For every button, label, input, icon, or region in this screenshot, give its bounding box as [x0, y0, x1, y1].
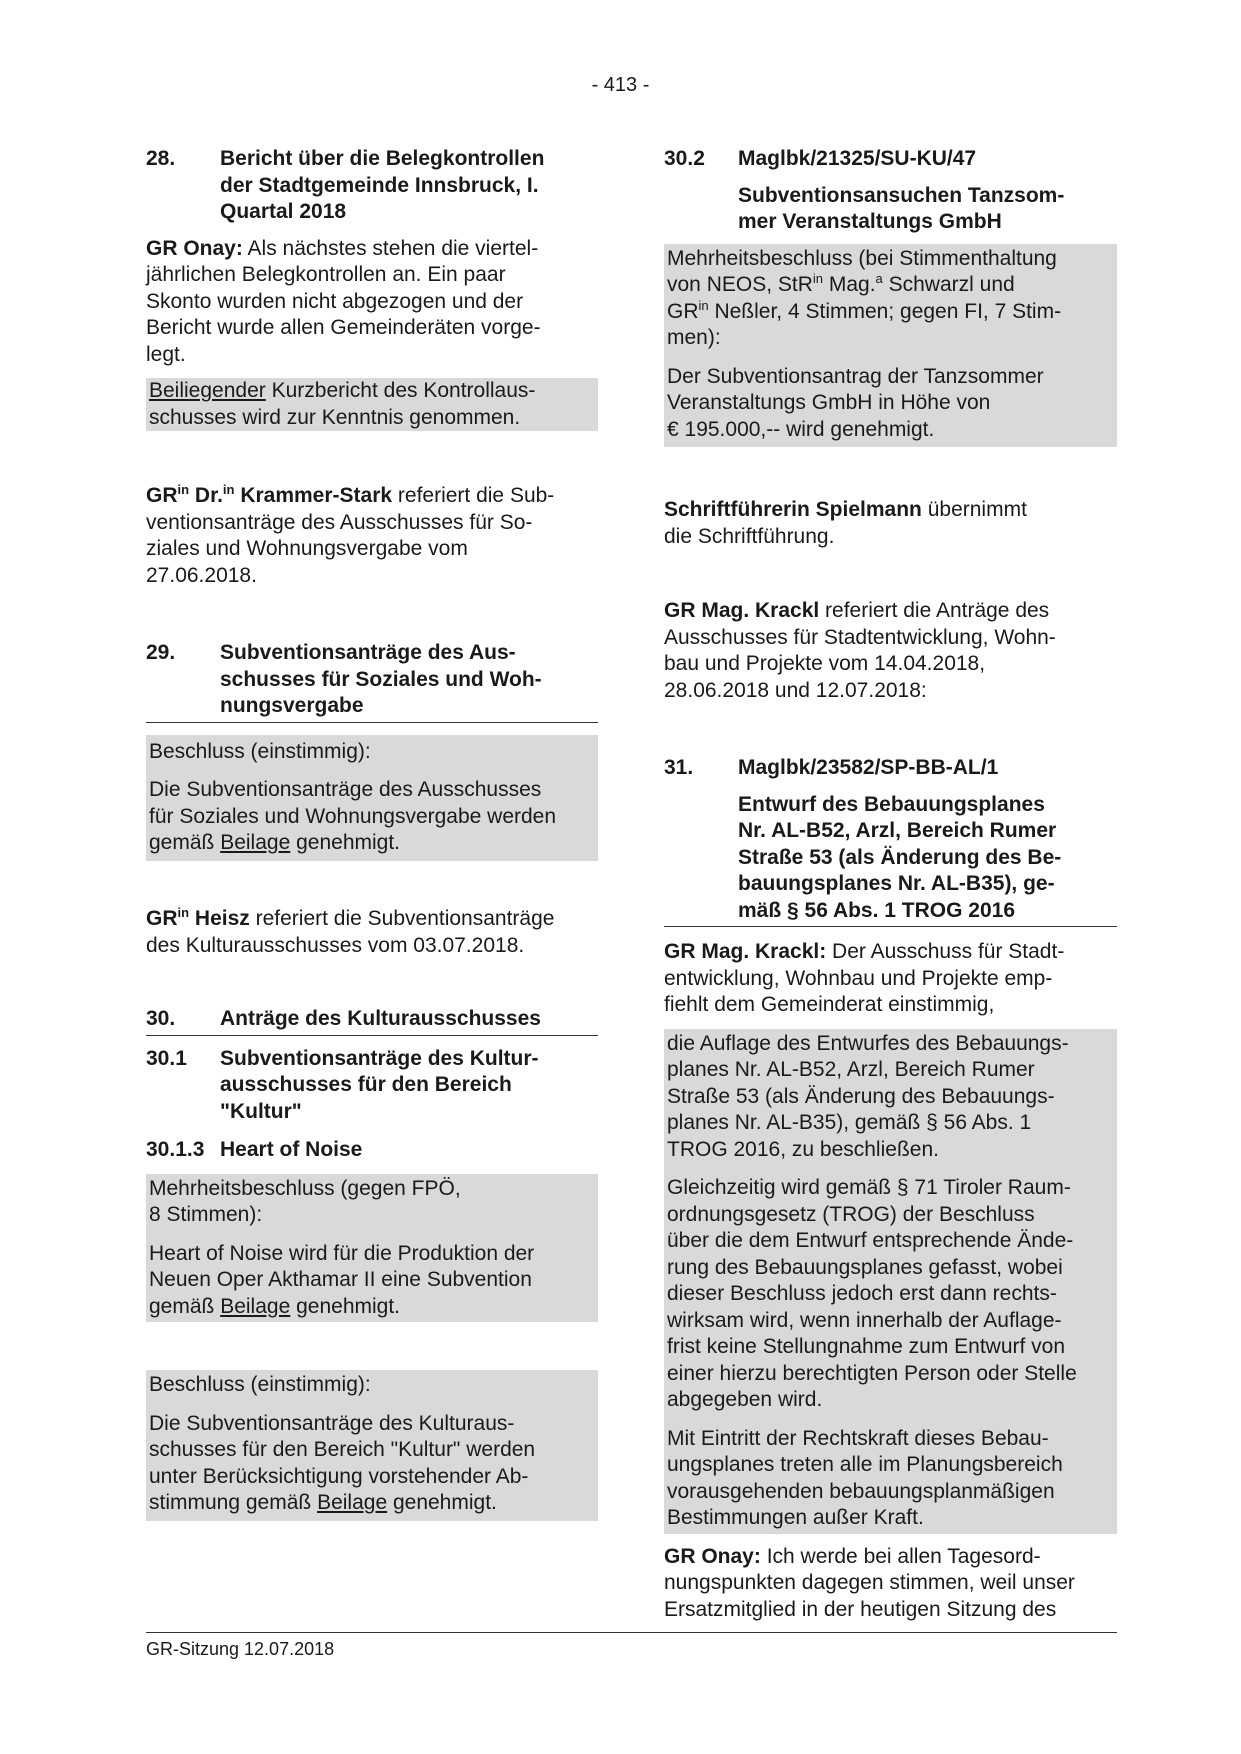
krackl-paragraph: GR Mag. Krackl referiert die Anträge des Ausschusses für Stadtentwicklung, Wohn- bau und Projekte vom 14.04.2018, 28.06.2018 und 12.07.2018: — [664, 599, 1056, 702]
decision-box-30-1: Beschluss (einstimmig): Die Subventionsanträge des Kulturaus- schusses für den Bereich "Kultur" werden unter Berücksichtigung vorstehender Ab- stimmung gemäß Beilage genehmigt. — [146, 1370, 598, 1521]
footer-divider — [146, 1632, 1117, 1633]
decision-box-30-1-3: Mehrheitsbeschluss (gegen FPÖ, 8 Stimmen): Heart of Noise wird für die Produktion der Neuen Oper Akthamar II eine Subvention gemäß Beilage genehmigt. — [146, 1174, 598, 1323]
onay-statement: GR Onay: Als nächstes stehen die viertel- jährlichen Belegkontrollen an. Ein paar Skonto wurden nicht abgezogen und der Bericht wurde allen Gemeinderäten vorge- legt. — [146, 236, 541, 366]
section-28 — [146, 146, 598, 431]
footer-text: GR-Sitzung 12.07.2018 — [146, 1639, 335, 1659]
krackl-recommendation: GR Mag. Krackl: Der Ausschuss für Stadt- entwicklung, Wohnbau und Projekte emp- fiehlt dem Gemeinderat einstimmig, — [664, 940, 1065, 1016]
section-30 — [146, 1006, 598, 1322]
attachment-link: Beilage — [220, 831, 291, 854]
section-28-title: Bericht über die Belegkontrollen der Stadtgemeinde Innsbruck, I. Quartal 2018 — [220, 147, 545, 223]
section-28-heading: 28. Bericht über die Belegkontrollen der Stadtgemeinde Innsbruck, I. Quartal 2018 — [146, 146, 598, 226]
heisz-paragraph: $GR^{in}$ Heisz referiert die Subventionsanträge des Kulturausschusses vom 03.07.2018. — [146, 905, 555, 957]
section-30-2-heading: 30.2 Maglbk/21325/SU-KU/47 — [664, 147, 977, 170]
section-30-2-title: Subventionsansuchen Tanzsom- mer Veranstaltungs GmbH — [738, 183, 1065, 233]
spielmann-paragraph: Schriftführerin Spielmann übernimmt die Schriftführung. — [664, 498, 1027, 548]
section-30-2 — [664, 146, 1117, 447]
attachment-link: Beiliegender — [149, 379, 266, 402]
section-31-title: Entwurf des Bebauungsplanes Nr. AL-B52, Arzl, Bereich Rumer Straße 53 (als Änderung des Be- bauungsplanes Nr. AL-B35), ge- mäß § 56 Abs. 1 TROG 2016 — [664, 792, 1117, 928]
section-29-heading: 29. Subventionsanträge des Aus- schusses für Soziales und Woh- nungsvergabe — [146, 640, 598, 723]
onay-statement-2: GR Onay: Ich werde bei allen Tagesord- nungspunkten dagegen stimmen, weil unser Ersatzmitglied in der heutigen Sitzung des — [664, 1544, 1075, 1621]
section-30-heading: 30. Anträge des Kulturausschusses — [146, 1006, 598, 1036]
section-30-1-heading: 30.1 Subventionsanträge des Kultur- ausschusses für den Bereich "Kultur" — [146, 1046, 539, 1123]
section-31 — [664, 755, 1117, 1623]
page-number: - 413 - — [591, 74, 650, 96]
attachment-link: Beilage — [220, 1294, 291, 1318]
decision-box-31: die Auflage des Entwurfes des Bebauungs- planes Nr. AL-B52, Arzl, Bereich Rumer Straße 53 (als Änderung des Bebauungs- planes Nr. AL-B35), gemäß § 56 Abs. 1 TROG 2016, zu beschließen. Gleichzeitig wird gemäß § 71 Tiroler Raum- ordnungsgesetz (TROG) der Beschluss über die dem Entwurf entsprechende Ände- rung des Bebauungsplanes gefasst, wobei dieser Beschluss jedoch erst dann rechts- wirksam wird, wenn innerhalb der Auflage- frist keine Stellungnahme zum Entwurf von einer hierzu berechtigten Person oder Stelle abgegeben wird. Mit Eintritt der Rechtskraft dieses Bebau- ungsplanes treten alle im Planungsbereich vorausgehenden bebauungsplanmäßigen Bestimmungen außer Kraft. — [664, 1029, 1117, 1534]
decision-box-30-2: Mehrheitsbeschluss (bei Stimmenthaltung von NEOS, StR$^{in}$ Mag.$^a$ Schwarzl und $GR^{in}$ Neßler, 4 Stimmen; gegen FI, 7 Stim- men): Der Subventionsantrag der Tanzsommer Veranstaltungs GmbH in Höhe von € 195.000,-- wird genehmigt. — [664, 244, 1117, 448]
decision-box-28: Beiliegender Kurzbericht des Kontrollaus- schusses wird zur Kenntnis genommen. — [146, 378, 598, 431]
attachment-link: Beilage — [317, 1491, 388, 1514]
section-31-heading: 31. Maglbk/23582/SP-BB-AL/1 — [664, 756, 999, 779]
krammer-stark-paragraph: $GR^{in}$ Dr.$^{in}$ Krammer-Stark referiert die Sub- ventionsanträge des Ausschusses für So- ziales und Wohnungsvergabe vom 27.06.2018. — [146, 482, 555, 587]
section-30-1-3-heading: 30.1.3 Heart of Noise — [146, 1138, 363, 1161]
section-29 — [146, 640, 598, 861]
decision-box-29: Beschluss (einstimmig): Die Subventionsanträge des Ausschusses für Soziales und Wohnungsvergabe werden gemäß Beilage genehmigt. — [146, 735, 598, 861]
